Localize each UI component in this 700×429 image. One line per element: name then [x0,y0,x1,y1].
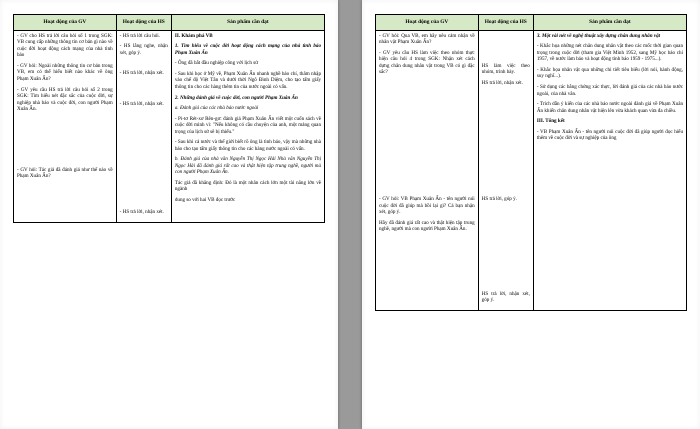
hs-paragraph: HS làm việc theo nhóm, trình bày. [481,62,530,76]
sp-subheading: 2. Những đánh giá về cuộc đời, con người Phạm Xuân Ẩn [174,94,298,101]
hs-paragraph: - HS trả lời câu hỏi. [119,32,160,39]
lesson-plan-table-right [375,14,687,311]
hs-paragraph: HS trả lời, góp ý. [481,196,517,203]
page-content-left [0,0,338,429]
table-header-left [14,15,325,31]
sp-paragraph: - Sau khi học ở Mỹ về, Phạm Xuân Ẩn nhanh nghề báo chí, thâm nhập vào chế độ Việt Tân và dưới thời Ngô Đình Diệm, cho tạo tấm giấy thông tin cho các hàng thêm tin của nước ngoài có vấn. [174,70,321,90]
sp-subheading: a. Đánh giá của các nhà báo nước ngoài [174,105,259,112]
hs-paragraph: HS trả lời, nhận xét, góp ý. [481,290,530,304]
column-header-gv: Hoạt động của GV [376,15,479,31]
cell-hs-right [478,30,533,310]
table-row [376,30,687,310]
gv-paragraph: - GV yêu cầu HS trả lời câu hỏi số 2 trong SGK: Tìm hiểu nét đặc sắc của cuộc đời, sự nghiệp nhà báo và cuộc đời, con người Phạm Xuân Ẩn. [17,86,113,113]
cell-sp-right [533,30,686,310]
sp-paragraph: - VB Phạm Xuân Ẩn - tên người núi cuộc đời đã giúp người đọc hiểu thêm về cuộc đời và sự nghiệp của ông [536,128,683,142]
cell-gv-right [376,30,479,310]
column-header-hs: Hoạt động của HS [116,15,171,31]
sp-paragraph: - Khắc họa những nét chân dung nhân vật theo các mốc thời gian quan trọng trong cuộc đời (tham gia Việt Minh 1952, sang Mỹ học báo chí 1957, về nước làm báo và hoạt động tình báo 1959 - 1975...). [536,43,683,63]
hs-paragraph: - HS trả lời, nhận xét. [119,100,164,107]
sp-subheading: 3. Một vài nét về nghệ thuật xây dựng chân dung nhân vật [536,32,661,39]
hs-paragraph: - HS trả lời, nhận xét. [119,209,164,216]
column-header-sp: Sản phẩm cần đạt [533,15,686,31]
hs-paragraph: - HS lắng nghe, nhận xét, góp ý. [119,43,168,56]
table-row [14,30,325,222]
gv-paragraph: Hãy đã đánh giá rất cao và thật hiện tập trung nghề, người mà con người Phạm Xuân Ẩn. [379,219,475,233]
gv-paragraph: - GV cho HS trả lời câu hỏi số 1 trong SGK: VB cung cấp những thông tin cơ bản gì nào về cuộc đời hoạt động cách mạng của nhà tình báo [17,32,113,59]
sp-paragraph: dung so với hai VB đọc trước [174,196,236,203]
sp-paragraph: - Sử dụng các bằng chứng xác thực, lời đánh giá của các nhà báo nước ngoài, của nhà văn. [536,84,683,97]
page-gutter [346,0,354,429]
cell-hs-left [116,30,171,222]
sp-heading: II. Khám phá VB [174,32,213,39]
gv-paragraph: - GV hỏi: Tác giả đã đánh giá như thế nào về Phạm Xuân Ẩn? [17,166,113,180]
hs-paragraph: HS trả lời, nhận xét. [481,79,523,86]
cell-sp-left [171,30,324,222]
lesson-plan-table-left [13,14,325,223]
sp-paragraph: - Sau khi cả nước và thế giới biết rõ ông là tình báo, vậy mà những nhà báo cho tạo tấm giấy thông tin cho các hàng nước ngoài có vấn. [174,139,321,152]
column-header-sp: Sản phẩm cần đạt [171,15,324,31]
column-header-gv: Hoạt động của GV [14,15,117,31]
page-content-right [362,0,700,429]
sp-paragraph: - Trích dẫn ý kiến của các nhà báo nước ngoài đánh giá về Phạm Xuân Ẩn khiến chân dung nhân vật hiện lên vừa khách quan vừa đa chiều. [536,101,683,114]
cell-gv-left [14,30,117,222]
table-header-row [14,15,325,31]
sp-paragraph: Tác giả đã khẳng định: Đó là một nhân cách lớn một tài năng lớn về ngành [174,179,321,193]
table-header-row [376,15,687,31]
gv-paragraph: - GV hỏi: Qua VB, em hãy nêu cảm nhận về nhân vật Phạm Xuân Ẩn? [379,32,475,46]
table-header-right [376,15,687,31]
sp-paragraph: b. Đánh giá của nhà văn Nguyễn Thị Ngọc Hải Nhà văn Nguyễn Thị Ngọc Hải đã đánh giá rất cao và thật hiện tập trung nghề, người mà con người Phạm Xuân Ẩn. [174,156,321,176]
sp-paragraph: - Ông đã bắt đầu nghiệp công với lịch sử [174,60,258,67]
sp-paragraph: - Khắc họa nhân vật qua những chi tiết tiêu biểu (lời nói, hành động, suy nghĩ...). [536,66,683,80]
gv-paragraph: - GV yêu cầu HS làm việc theo nhóm thực hiện câu hỏi 4 trong SGK: Nhận xét cách dựng chân dung nhân vật trong VB có gì đặc sắc? [379,49,475,76]
gv-paragraph: - GV hỏi: Ngoài những thông tin cơ bản trong VB, em có thể hiểu biết nào khác về ông Phạm Xuân Ẩn? [17,62,113,82]
gv-paragraph: - GV hỏi: VB Phạm Xuân Ẩn - tên người núi cuộc đời đã giúp mà bồi lại gì? Cá bạn nhận xét, góp ý. [379,196,475,216]
sp-heading: III. Tổng kết [536,118,565,125]
sp-subheading: 1. Tìm hiểu về cuộc đời hoạt động cách mạng của nhà tình báo Phạm Xuân Ẩn [174,43,321,56]
document-page-left [0,0,338,429]
column-header-hs: Hoạt động của HS [478,15,533,31]
document-page-right [362,0,700,429]
hs-paragraph: - HS trả lời, nhận xét. [119,70,164,77]
table-body-right [376,30,687,310]
sp-paragraph: - Pi-tơ Rét-xơ Rên-gơ: đánh giá Phạm Xuân Ẩn viết một cuốn sách về cuộc đời mình vì: "Nếu không có cầu chuyện của anh, một mảng quan trọng của lịch sử sẽ bị thiếu." [174,115,321,135]
table-body-left [14,30,325,222]
